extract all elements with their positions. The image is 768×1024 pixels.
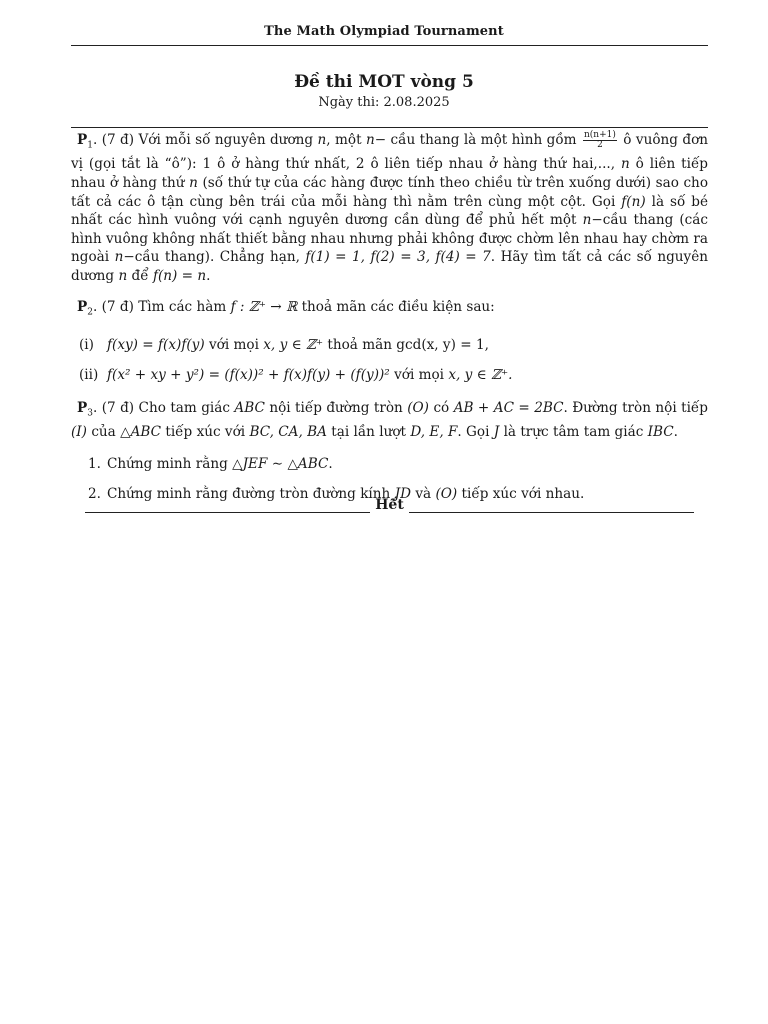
- fraction: $\frac{n(n+1)}{2}$: [583, 130, 616, 150]
- end-label: Hết: [375, 497, 404, 513]
- problem-label: $P_2$: [77, 299, 93, 319]
- problem-list: [71, 131, 708, 516]
- exam-title: Đề thi MOT vòng 5: [294, 72, 474, 92]
- problem-points: . (7 đ): [92, 132, 139, 148]
- header-rule: [71, 45, 708, 46]
- subquestion-item: 1. Chứng minh rằng △JEF ∼ △ABC.: [88, 455, 333, 472]
- condition-item: (i) f(xy) = f(x)f(y) với mọi x, y ∈ ℤ⁺ thoả mãn gcd(x, y) = 1,: [79, 336, 489, 353]
- condition-item: (ii) f(x² + xy + y²) = (f(x))² + f(x)f(y) + (f(y))² với mọi x, y ∈ ℤ⁺.: [79, 367, 513, 384]
- problem-points: . (7 đ): [92, 299, 139, 316]
- end-rule-right: [409, 512, 694, 513]
- subquestion-item: 2. Chứng minh rằng đường tròn đường kính JD và (O) tiếp xúc với nhau.: [88, 486, 585, 503]
- running-title: The Math Olympiad Tournament: [264, 24, 504, 39]
- problem-3: $P_3$. (7 đ) Cho tam giác ABC nội tiếp đường tròn (O) có AB + AC = 2BC. Đường tròn nội tiếp (I) của △ABC tiếp xúc với BC, CA, BA tại lần lượt D, E, F. Gọi J là trực tâm tam giác IBC.: [71, 399, 708, 441]
- condition-list: [71, 336, 708, 385]
- exam-date: Ngày thi: 2.08.2025: [318, 95, 450, 110]
- title-rule: [71, 127, 708, 128]
- problem-label: $P_3$: [77, 399, 93, 419]
- problem-1: $P_1$. (7 đ) Với mỗi số nguyên dương n, một n− cầu thang là một hình gồm $\frac{n(n+1)}{2}$ ô vuông đơn vị (gọi tắt là “ô”): 1 ô ở hàng thứ nhất, 2 ô liên tiếp nhau ở hàng thứ hai,..., n ô liên tiếp nhau ở hàng thứ n (số thứ tự của các hàng được tính theo chiều từ trên xuống dưới) sao cho tất cả các ô tận cùng bên trái của mỗi hàng thì nằm trên cùng một cột. Gọi f(n) là số bé nhất các hình vuông với cạnh nguyên dương cần dùng để phủ hết một n−cầu thang (các hình vuông không nhất thiết bằng nhau nhưng phải không được chờm lên nhau hay chờm ra ngoài n−cầu thang). Chẳng hạn, f(1) = 1, f(2) = 3, f(4) = 7. Hãy tìm tất cả các số nguyên dương n để f(n) = n.: [71, 130, 709, 284]
- end-marker: [85, 497, 694, 517]
- problem-2: $P_2$. (7 đ) Tìm các hàm f : ℤ⁺ → ℝ thoả mãn các điều kiện sau:: [77, 299, 495, 319]
- problem-points: . (7 đ): [92, 399, 139, 416]
- problem-label: $P_1$: [77, 132, 93, 151]
